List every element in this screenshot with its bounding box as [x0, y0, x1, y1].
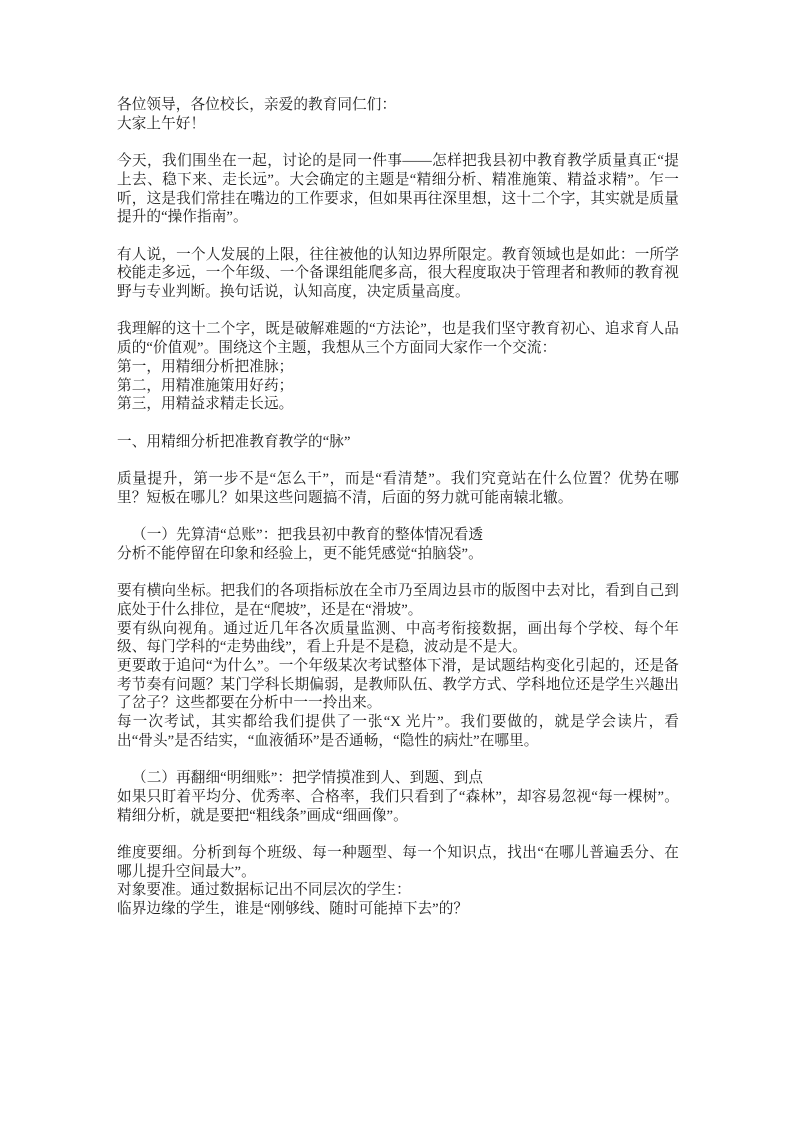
text-line-ask-why: 更要敢于追问“为什么”。一个年级某次考试整体下滑，是试题结构变化引起的，还是备考节奏有问题？某门学科长期偏弱，是教师队伍、教学方式、学科地位还是学生兴趣出了岔子？这些都要在分析中一一拎出来。 [117, 657, 679, 712]
text-line-horizontal-coordinate: 要有横向坐标。把我们的各项指标放在全市乃至周边县市的版图中去对比，看到自己到底处于什么排位，是在“爬坡”，还是在“滑坡”。 [117, 583, 679, 618]
blank-line [117, 133, 679, 152]
text-line: 我理解的这十二个字，既是破解难题的“方法论”，也是我们坚守教育初心、追求育人品质的“价值观”。围绕这个主题，我想从三个方面同大家作一个交流： [117, 321, 679, 357]
section-heading-one [117, 433, 679, 452]
paragraph-three-aspects [117, 320, 679, 414]
blank-line [117, 414, 679, 433]
blank-line [117, 507, 679, 526]
text-line: 今天，我们围坐在一起，讨论的是同一件事——怎样把我县初中教育教学质量真正“提上去、稳下来、走长远”。大会确定的主题是“精细分析、精准施策、精益求精”。乍一听，这是我们常挂在嘴边的工作要求，但如果再往深里想，这十二个字，其实就是质量提升的“操作指南”。 [117, 153, 679, 226]
blank-line [117, 825, 679, 844]
text-line: 一、用精细分析把准教育教学的“脉” [117, 433, 351, 450]
text-line-dimension-detail: 维度要细。分析到每个班级、每一种题型、每一个知识点，找出“在哪儿普遍丢分、在哪儿提升空间最大”。 [117, 844, 679, 880]
subsection-heading-two: （二）再翻细“明细账”：把学情摸准到人、到题、到点 [132, 770, 484, 787]
blank-line [117, 227, 679, 246]
text-line-item-third: 第三，用精益求精走长远。 [117, 396, 294, 413]
text-line-target-accuracy: 对象要准。通过数据标记出不同层次的学生： [117, 882, 411, 899]
paragraph-sub-one-points [117, 582, 679, 750]
subsection-heading-one: （一）先算清“总账”：把我县初中教育的整体情况看透 [132, 527, 484, 544]
subsection-heading-one-group [117, 526, 679, 563]
text-line-borderline-students: 临界边缘的学生，谁是“刚够线、随时可能掉下去”的？ [117, 901, 469, 918]
paragraph-cognition-limit [117, 246, 679, 302]
text-line: 各位领导，各位校长，亲爱的教育同仁们： [117, 97, 397, 113]
document-body [117, 96, 679, 919]
text-line-xray-metaphor: 每一次考试，其实都给我们提供了一张“X 光片”。我们要做的，就是学会读片，看出“骨头”是否结实，“血液循环”是否通畅，“隐性的病灶”在哪里。 [117, 714, 679, 749]
paragraph-sub-two-points [117, 844, 679, 919]
text-line-item-first: 第一，用精细分析把准脉； [117, 358, 294, 375]
blank-line [117, 302, 679, 321]
blank-line [117, 563, 679, 582]
text-line: 如果只盯着平均分、优秀率、合格率，我们只看到了“森林”，却容易忽视“每一棵树”。精细分析，就是要把“粗线条”画成“细画像”。 [117, 788, 679, 824]
subsection-heading-two-group [117, 769, 679, 825]
paragraph-section-one-intro [117, 470, 679, 507]
text-line-item-second: 第二，用精准施策用好药； [117, 377, 294, 394]
text-line: 大家上午好！ [117, 115, 206, 132]
blank-line [117, 751, 679, 770]
text-line-vertical-view: 要有纵向视角。通过近几年各次质量监测、中高考衔接数据，画出每个学校、每个年级、每门学科的“走势曲线”，看上升是不是稳，波动是不是大。 [117, 620, 679, 656]
text-line: 质量提升，第一步不是“怎么干”，而是“看清楚”。我们究竟站在什么位置？优势在哪里？短板在哪儿？如果这些问题搞不清，后面的努力就可能南辕北辙。 [117, 470, 679, 506]
blank-line [117, 451, 679, 470]
text-line: 有人说，一个人发展的上限，往往被他的认知边界所限定。教育领域也是如此：一所学校能走多远，一个年级、一个备课组能爬多高，很大程度取决于管理者和教师的教育视野与专业判断。换句话说，认知高度，决定质量高度。 [117, 246, 679, 300]
paragraph-opening-theme [117, 152, 679, 227]
text-line: 分析不能停留在印象和经验上，更不能凭感觉“拍脑袋”。 [117, 545, 483, 562]
paragraph-salutation [117, 96, 679, 133]
